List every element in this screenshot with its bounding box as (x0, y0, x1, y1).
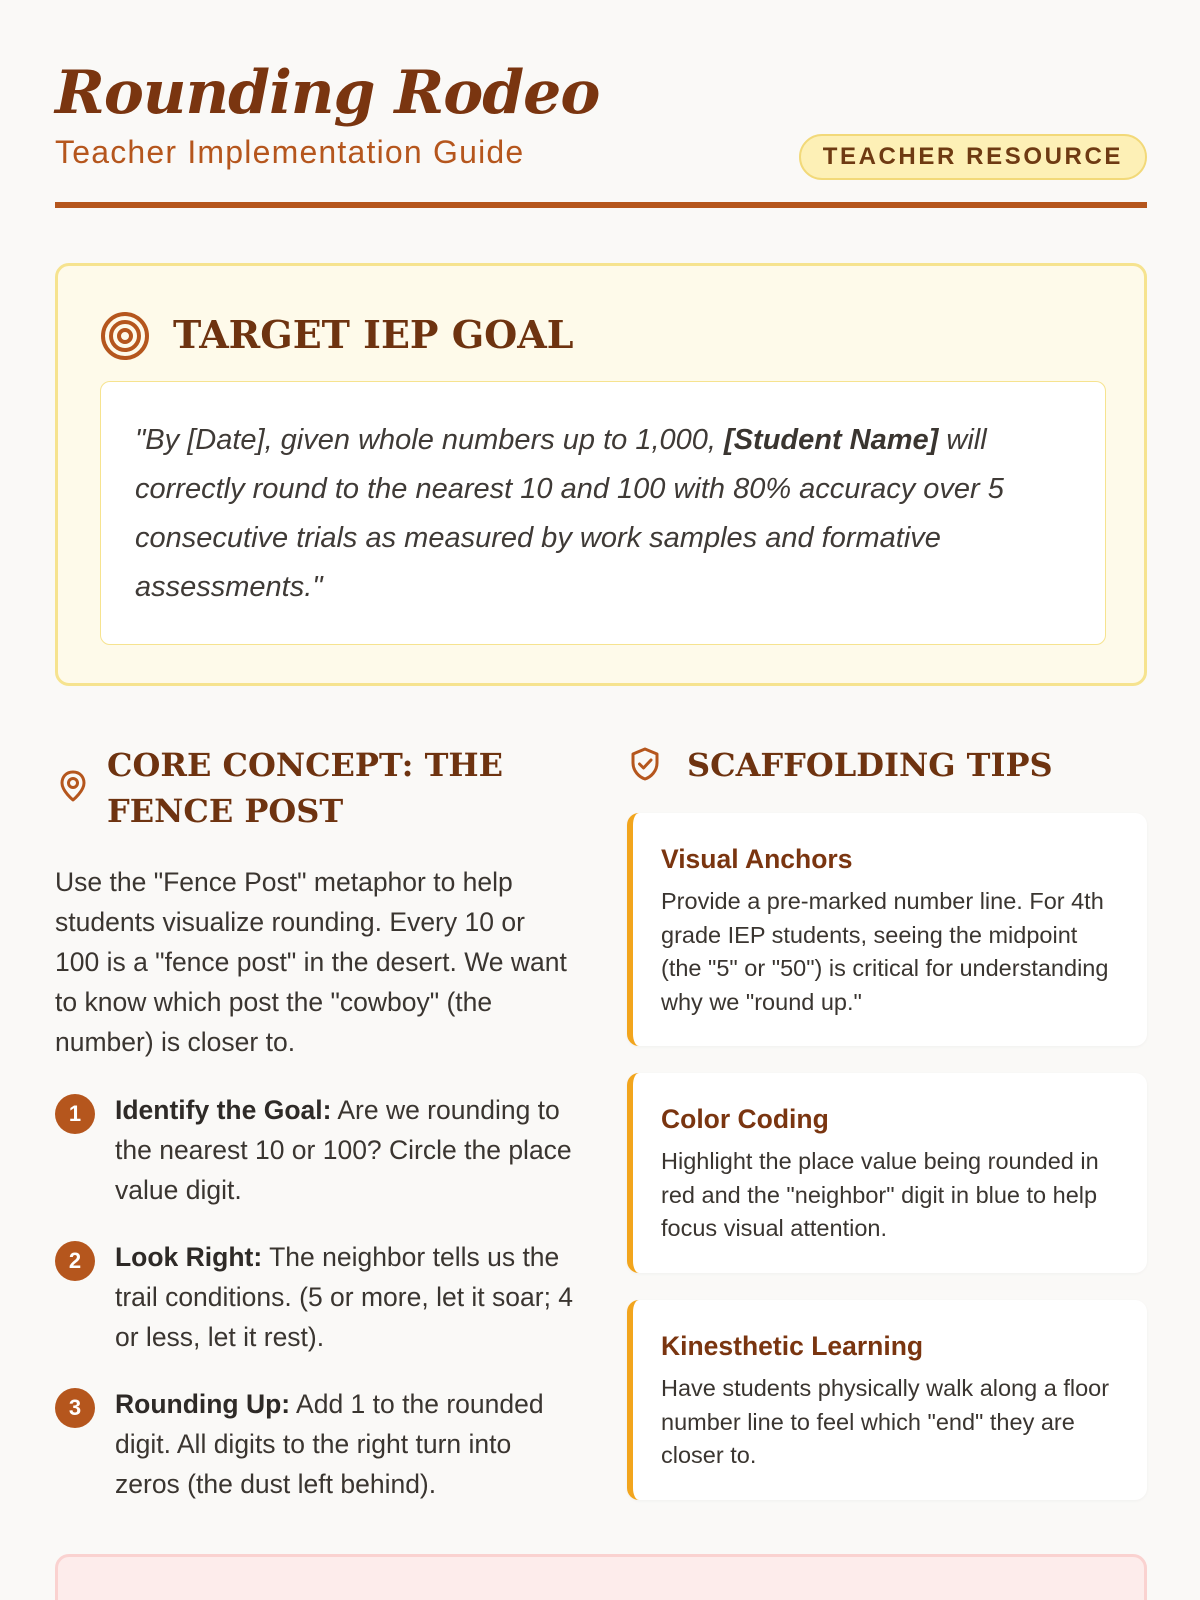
iep-goal-heading: TARGET IEP GOAL (173, 312, 574, 357)
tip-title: Color Coding (661, 1104, 829, 1134)
scaffolding-heading: SCAFFOLDING TIPS (687, 746, 1053, 784)
tip-card-color-coding (627, 1073, 1147, 1273)
iep-goal-card (55, 263, 1147, 686)
step-item (55, 1237, 575, 1357)
tip-body: Highlight the place value being rounded in red and the "neighbor" digit in blue to help focus visual attention. (661, 1148, 1099, 1241)
step-text (115, 1090, 575, 1210)
map-pin-icon (55, 768, 91, 804)
tip-title: Kinesthetic Learning (661, 1331, 924, 1361)
shield-check-icon (627, 746, 663, 782)
student-name-placeholder: [Student Name] (724, 424, 939, 456)
quote-text-end: will correctly round to the nearest 10 and 100 with 80% accuracy over 5 consecutive trials as measured by work samples and formative assessments." (135, 424, 1004, 603)
iep-goal-quote (135, 416, 1071, 612)
step-number-badge: 2 (55, 1241, 95, 1281)
step-number-badge: 1 (55, 1094, 95, 1134)
core-concept-heading: CORE CONCEPT: THE FENCE POST (107, 746, 504, 830)
next-section-card (55, 1554, 1147, 1600)
guide-page (55, 0, 1147, 1499)
tip-body: Provide a pre-marked number line. For 4th grade IEP students, seeing the midpoint (the "5" or "50") is critical for understanding why we "round up." (661, 888, 1109, 1015)
page-subtitle: Teacher Implementation Guide (55, 134, 525, 170)
step-label: Rounding Up: (115, 1389, 291, 1419)
tip-title: Visual Anchors (661, 844, 853, 874)
page-header (55, 0, 1147, 212)
step-number-badge: 3 (55, 1388, 95, 1428)
target-icon (100, 311, 150, 361)
step-description: The neighbor tells us the trail conditions. (5 or more, let it soar; 4 or less, let it rest). (115, 1242, 574, 1352)
step-item (55, 1384, 575, 1504)
tip-card-visual-anchors (627, 813, 1147, 1046)
teacher-resource-badge: TEACHER RESOURCE (799, 134, 1147, 180)
step-label: Identify the Goal: (115, 1095, 332, 1125)
step-description: Add 1 to the rounded digit. All digits to the right turn into zeros (the dust left behind). (115, 1389, 544, 1499)
step-text (115, 1384, 575, 1504)
rounding-steps-list (55, 1090, 575, 1531)
step-text (115, 1237, 575, 1357)
quote-text-start: "By [Date], given whole numbers up to 1,000, (135, 424, 725, 456)
header-divider (55, 202, 1147, 208)
core-concept-intro: Use the "Fence Post" metaphor to help students visualize rounding. Every 10 or 100 is a "fence post" in the desert. We want to know which post the "cowboy" (the number) is closer to. (55, 867, 567, 1057)
step-item (55, 1090, 575, 1210)
step-label: Look Right: (115, 1242, 263, 1272)
tip-card-kinesthetic-learning (627, 1300, 1147, 1500)
iep-goal-quote-box (100, 381, 1106, 645)
step-description: Are we rounding to the nearest 10 or 100? Circle the place value digit. (115, 1095, 572, 1205)
tip-body: Have students physically walk along a floor number line to feel which "end" they are closer to. (661, 1375, 1110, 1468)
page-title: Rounding Rodeo (55, 58, 600, 128)
